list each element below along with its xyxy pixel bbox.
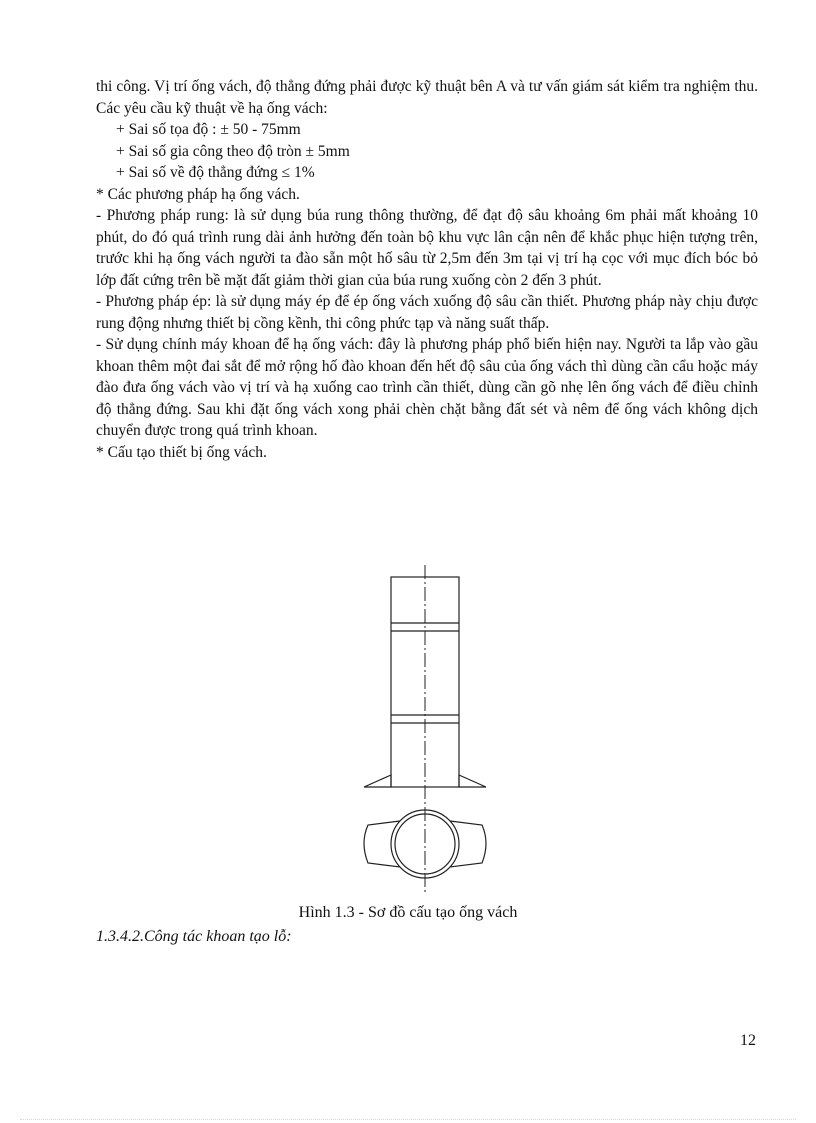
bullet-coordinate-tolerance: + Sai số tọa độ : ± 50 - 75mm [116,121,301,138]
body-text [96,76,758,463]
cutting-wing-left [364,775,391,787]
paragraph-press-method: - Phương pháp ép: là sử dụng máy ép để ép ống vách xuống độ sâu cần thiết. Phương pháp này chịu được rung động nhưng thiết bị cồng kềnh, thi công phức tạp và năng suất thấp. [96,293,758,332]
paragraph-intro: thi công. Vị trí ống vách, độ thẳng đứng phải được kỹ thuật bên A và tư vấn giám sát kiểm tra nghiệm thu. Các yêu cầu kỹ thuật về hạ ống vách: [96,78,758,117]
paragraph-drill-method: - Sử dụng chính máy khoan để hạ ống vách: đây là phương pháp phổ biến hiện nay. Người ta lắp vào gầu khoan thêm một đai sắt để mở rộng hố đào khoan đến hết độ sâu của ống vách thì dùng cần cẩu hoặc máy đào đưa ống vách vào vị trí và hạ xuống cao trình cần thiết, dùng cần gõ nhẹ lên ống vách để điều chỉnh độ thẳng đứng. Sau khi đặt ống vách xong phải chèn chặt bằng đất sét và nêm để ống vách không dịch chuyển được trong quá trình khoan. [96,336,758,439]
figure-caption: Hình 1.3 - Sơ đồ cấu tạo ống vách [298,904,518,921]
cutting-wing-right [459,775,486,787]
paragraph-vibration-method: - Phương pháp rung: là sử dụng búa rung thông thường, để đạt độ sâu khoảng 6m phải mất khoảng 10 phút, do đó quá trình rung dài ảnh hưởng đến toàn bộ khu vực lân cận nên để khắc phục hiện tượng trên, trước khi hạ ống vách người ta đào sẵn một hố sâu từ 2,5m đến 3m tại vị trí hạ cọc với mục đích bóc bỏ lớp đất cứng trên bề mặt đất giảm thời gian của búa rung xuống còn 2 đến 3 phút. [96,207,758,289]
footer-divider [20,1119,796,1120]
section-subheading: 1.3.4.2.Công tác khoan tạo lỗ: [96,928,292,945]
section-methods-heading: * Các phương pháp hạ ống vách. [96,185,300,203]
casing-structure-diagram [350,563,500,903]
section-structure-heading: * Cấu tạo thiết bị ống vách. [96,443,267,461]
bullet-roundness-tolerance: + Sai số gia công theo độ tròn ± 5mm [116,142,350,160]
bullet-verticality-tolerance: + Sai số về độ thẳng đứng ≤ 1% [116,164,315,181]
page-number: 12 [740,1032,756,1049]
